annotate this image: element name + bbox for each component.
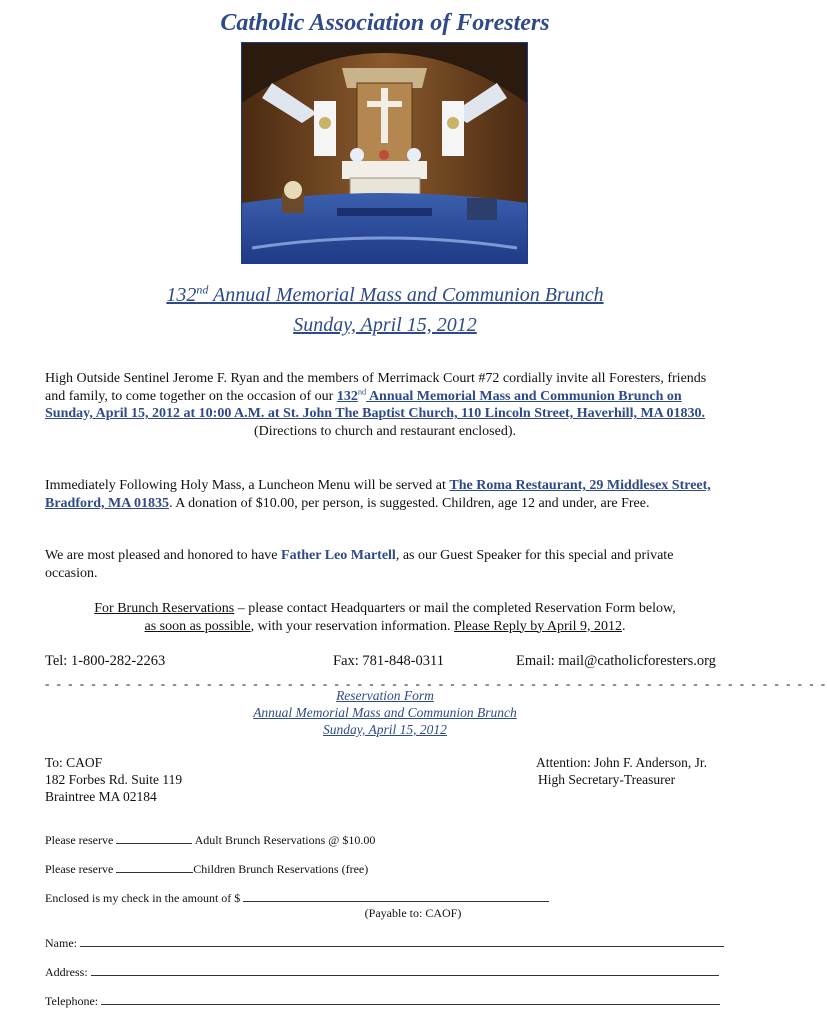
address-line-field-row xyxy=(45,965,719,980)
reservations-paragraph xyxy=(45,600,725,635)
child-reservation-line xyxy=(45,862,368,877)
invitation-paragraph xyxy=(45,370,725,440)
check-amount-label: Enclosed is my check in the amount of $ xyxy=(45,891,244,905)
form-title: Reservation Form xyxy=(336,688,434,703)
form-subtitle: Annual Memorial Mass and Communion Brunch xyxy=(253,705,517,720)
name-label: Name: xyxy=(45,936,80,950)
adult-reserve-suffix: Adult Brunch Reservations @ $10.00 xyxy=(192,833,376,847)
attention-block xyxy=(536,754,707,788)
mailing-address xyxy=(45,754,182,805)
child-reserve-label: Please reserve xyxy=(45,862,117,876)
luncheon-text: Immediately Following Holy Mass, a Luncheon Menu will be served at xyxy=(45,478,450,493)
event-title xyxy=(0,284,770,307)
restaurant-address: The Roma Restaurant, 29 Middlesex Street, Bradford, MA 01835 xyxy=(45,478,711,511)
invitation-ordinal-suffix: nd xyxy=(357,386,367,396)
adult-reserve-label: Please reserve xyxy=(45,833,117,847)
telephone-field[interactable] xyxy=(101,994,720,1005)
attention-line: High Secretary-Treasurer xyxy=(538,772,676,787)
reservations-label: For Brunch Reservations xyxy=(94,601,235,616)
speaker-text-2: , as our Guest Speaker for this special and private occasion. xyxy=(45,548,674,581)
address-line: To: CAOF xyxy=(45,755,103,770)
reservations-end: . xyxy=(622,618,626,634)
invitation-text: High Outside Sentinel Jerome F. Ryan and the members of Merrimack Court #72 cordially invite all Foresters, friends and family, to come together on the occasion of our xyxy=(45,371,707,404)
event-ordinal-suffix: nd xyxy=(196,282,209,297)
address-line: 182 Forbes Rd. Suite 119 xyxy=(45,772,183,787)
invitation-ordinal: 132 xyxy=(336,388,358,404)
cut-line-divider: - - - - - - - - - - - - - - - - - - - - - - - - - - - - - - - - - - - - - - - - - - - - - - - - - - - - - - - - - - - - - - - - - - - - xyxy=(45,676,827,691)
event-ordinal: 132 xyxy=(166,284,197,306)
page-title: Catholic Association of Foresters xyxy=(220,10,550,36)
name-field[interactable] xyxy=(80,936,724,947)
attention-line: Attention: John F. Anderson, Jr. xyxy=(536,755,708,770)
check-amount-field[interactable] xyxy=(243,891,549,902)
reservations-text-2: , with your reservation information. xyxy=(250,618,454,634)
speaker-name: Father Leo Martell xyxy=(281,548,396,563)
church-altar-photo xyxy=(241,42,528,264)
invitation-when-where: Sunday, April 15, 2012 at 10:00 A.M. at St. John The Baptist Church, 110 Lincoln Street, Haverhill, MA 01830. xyxy=(45,406,706,421)
form-date: Sunday, April 15, 2012 xyxy=(323,722,447,737)
speaker-paragraph xyxy=(45,547,725,582)
contact-phone: Tel: 1-800-282-2263 xyxy=(45,653,166,669)
church-altar-illustration xyxy=(242,43,527,263)
address-line: Braintree MA 02184 xyxy=(45,789,157,804)
directions-note: (Directions to church and restaurant enclosed). xyxy=(253,423,516,439)
reply-deadline: Please Reply by April 9, 2012 xyxy=(454,618,622,634)
luncheon-paragraph xyxy=(45,477,725,512)
contact-email: Email: mail@catholicforesters.org xyxy=(516,653,716,669)
name-line xyxy=(45,936,724,951)
telephone-label: Telephone: xyxy=(45,994,102,1008)
reservations-text: – please contact Headquarters or mail the completed Reservation Form below, xyxy=(234,601,676,616)
speaker-text: We are most pleased and honored to have xyxy=(45,548,282,563)
invitation-event-name: Annual Memorial Mass and Communion Brunch xyxy=(366,388,664,404)
luncheon-text-2: . A donation of $10.00, per person, is suggested. Children, age 12 and under, are Free. xyxy=(169,495,650,511)
payable-note: (Payable to: CAOF) xyxy=(364,906,462,920)
child-count-field[interactable] xyxy=(116,862,193,873)
asap-text: as soon as possible xyxy=(144,618,251,634)
event-date: Sunday, April 15, 2012 xyxy=(293,314,477,336)
event-name: Annual Memorial Mass and Communion Brunch xyxy=(208,284,604,306)
check-amount-line xyxy=(45,891,549,906)
adult-reservation-line xyxy=(45,833,375,848)
telephone-line xyxy=(45,994,720,1009)
invitation-on: on xyxy=(663,388,682,404)
adult-count-field[interactable] xyxy=(116,833,192,844)
child-reserve-suffix: Children Brunch Reservations (free) xyxy=(193,862,369,876)
address-label: Address: xyxy=(45,965,91,979)
address-field[interactable] xyxy=(91,965,719,976)
contact-fax: Fax: 781-848-0311 xyxy=(333,653,445,669)
